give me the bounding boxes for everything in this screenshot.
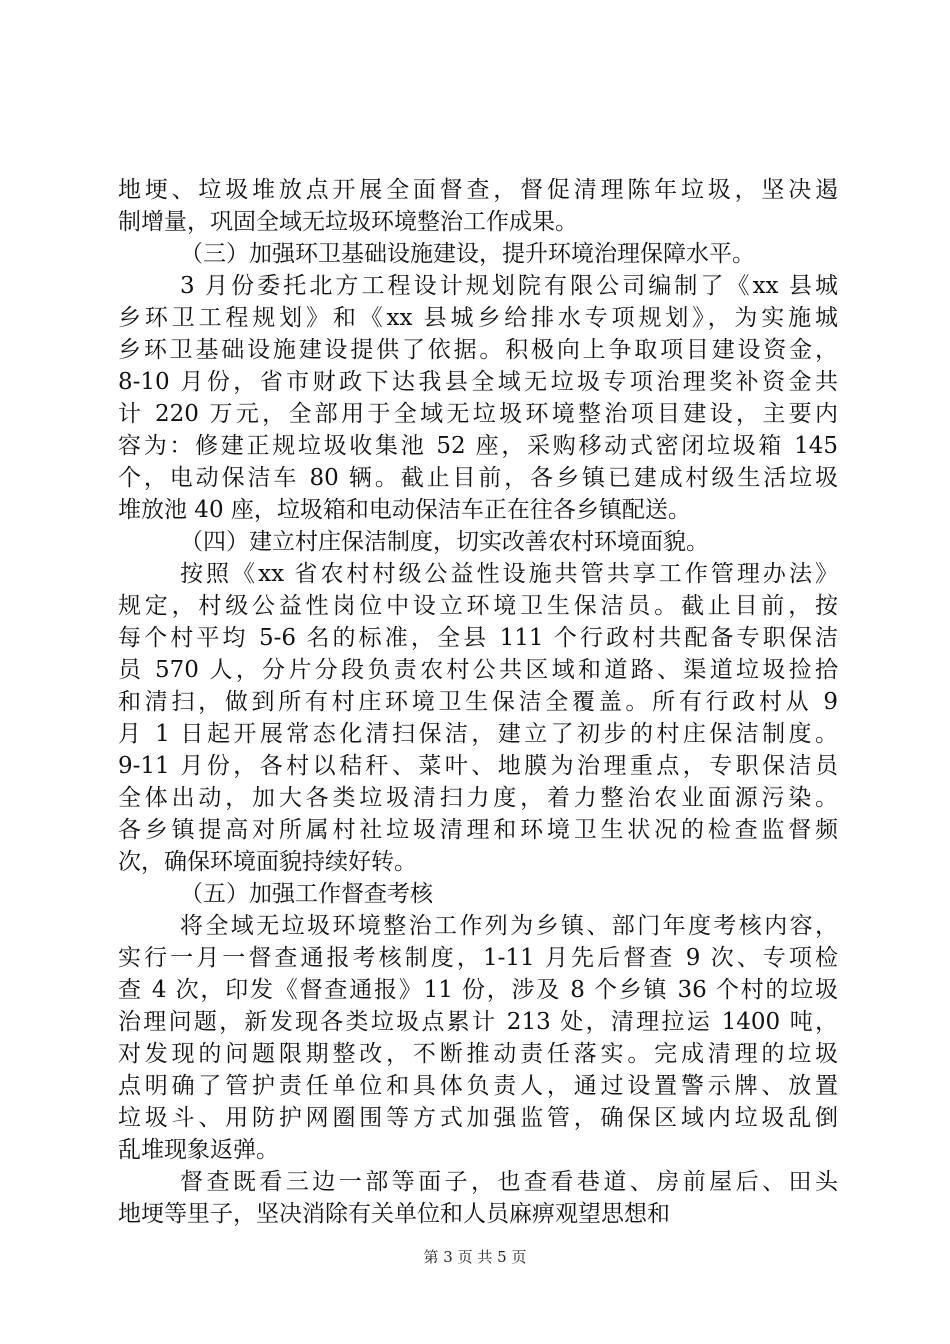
text-line: 3 月份委托北方工程设计规划院有限公司编制了《xx 县城 bbox=[180, 273, 838, 299]
text-line: 全体出动，加大各类垃圾清扫力度，着力整治农业面源污染。 bbox=[118, 785, 838, 811]
text-line: 堆放池 40 座，垃圾箱和电动保洁车正在往各乡镇配送。 bbox=[118, 497, 691, 523]
text-line: 乱堆现象返弹。 bbox=[118, 1137, 279, 1163]
text-line: 每个村平均 5-6 名的标准，全县 111 个行政村共配备专职保洁 bbox=[118, 625, 838, 651]
text-line: 月 1 日起开展常态化清扫保洁，建立了初步的村庄保洁制度。 bbox=[118, 721, 838, 747]
text-line: 乡环卫工程规划》和《xx 县城乡给排水专项规划》，为实施城 bbox=[118, 305, 838, 331]
section-heading bbox=[118, 878, 838, 910]
text-line: 制增量，巩固全域无垃圾环境整治工作成果。 bbox=[118, 209, 578, 235]
text-line: 地埂等里子，坚决消除有关单位和人员麻痹观望思想和 bbox=[118, 1201, 670, 1227]
text-line: 容为：修建正规垃圾收集池 52 座，采购移动式密闭垃圾箱 145 bbox=[118, 433, 838, 459]
text-line: 点明确了管护责任单位和具体负责人，通过设置警示牌、放置 bbox=[118, 1073, 838, 1099]
paragraph bbox=[118, 270, 838, 526]
text-line: （三）加强环卫基础设施建设，提升环境治理保障水平。 bbox=[180, 241, 755, 267]
paragraph bbox=[118, 910, 838, 1166]
text-line: 个，电动保洁车 80 辆。截止目前，各乡镇已建成村级生活垃圾 bbox=[118, 465, 838, 491]
page-footer: 第 3 页 共 5 页 bbox=[423, 1248, 527, 1266]
text-line: 和清扫，做到所有村庄环境卫生保洁全覆盖。所有行政村从 9 bbox=[118, 689, 838, 715]
text-line: 垃圾斗、用防护网圈围等方式加强监管，确保区域内垃圾乱倒 bbox=[118, 1105, 838, 1131]
text-line: 实行一月一督查通报考核制度，1-11 月先后督查 9 次、专项检 bbox=[118, 945, 838, 971]
text-line: （五）加强工作督查考核 bbox=[180, 881, 433, 907]
text-line: 各乡镇提高对所属村社垃圾清理和环境卫生状况的检查监督频 bbox=[118, 817, 838, 843]
text-line: 次，确保环境面貌持续好转。 bbox=[118, 849, 417, 875]
paragraph bbox=[118, 1166, 838, 1230]
section-heading bbox=[118, 526, 838, 558]
section-heading bbox=[118, 238, 838, 270]
text-line: 规定，村级公益性岗位中设立环境卫生保洁员。截止目前，按 bbox=[118, 593, 838, 619]
text-line: 将全域无垃圾环境整治工作列为乡镇、部门年度考核内容， bbox=[180, 913, 838, 939]
text-line: 乡环卫基础设施建设提供了依据。积极向上争取项目建设资金， bbox=[118, 337, 838, 363]
text-line: 按照《xx 省农村村级公益性设施共管共享工作管理办法》 bbox=[180, 561, 838, 587]
text-line: 查 4 次，印发《督查通报》11 份，涉及 8 个乡镇 36 个村的垃圾 bbox=[118, 977, 838, 1003]
text-line: 督查既看三边一部等面子，也查看巷道、房前屋后、田头 bbox=[180, 1169, 838, 1195]
paragraph bbox=[118, 558, 838, 878]
text-line: （四）建立村庄保洁制度，切实改善农村环境面貌。 bbox=[180, 529, 709, 555]
text-line: 员 570 人，分片分段负责农村公共区域和道路、渠道垃圾捡拾 bbox=[118, 657, 838, 683]
paragraph bbox=[118, 174, 838, 238]
document-body bbox=[118, 174, 838, 1230]
text-line: 地埂、垃圾堆放点开展全面督查，督促清理陈年垃圾，坚决遏 bbox=[118, 177, 838, 203]
text-line: 8-10 月份，省市财政下达我县全域无垃圾专项治理奖补资金共 bbox=[118, 369, 838, 395]
text-line: 计 220 万元，全部用于全域无垃圾环境整治项目建设，主要内 bbox=[118, 401, 838, 427]
text-line: 对发现的问题限期整改，不断推动责任落实。完成清理的垃圾 bbox=[118, 1041, 838, 1067]
text-line: 9-11 月份，各村以秸秆、菜叶、地膜为治理重点，专职保洁员 bbox=[118, 753, 838, 779]
text-line: 治理问题，新发现各类垃圾点累计 213 处，清理拉运 1400 吨， bbox=[118, 1009, 838, 1035]
